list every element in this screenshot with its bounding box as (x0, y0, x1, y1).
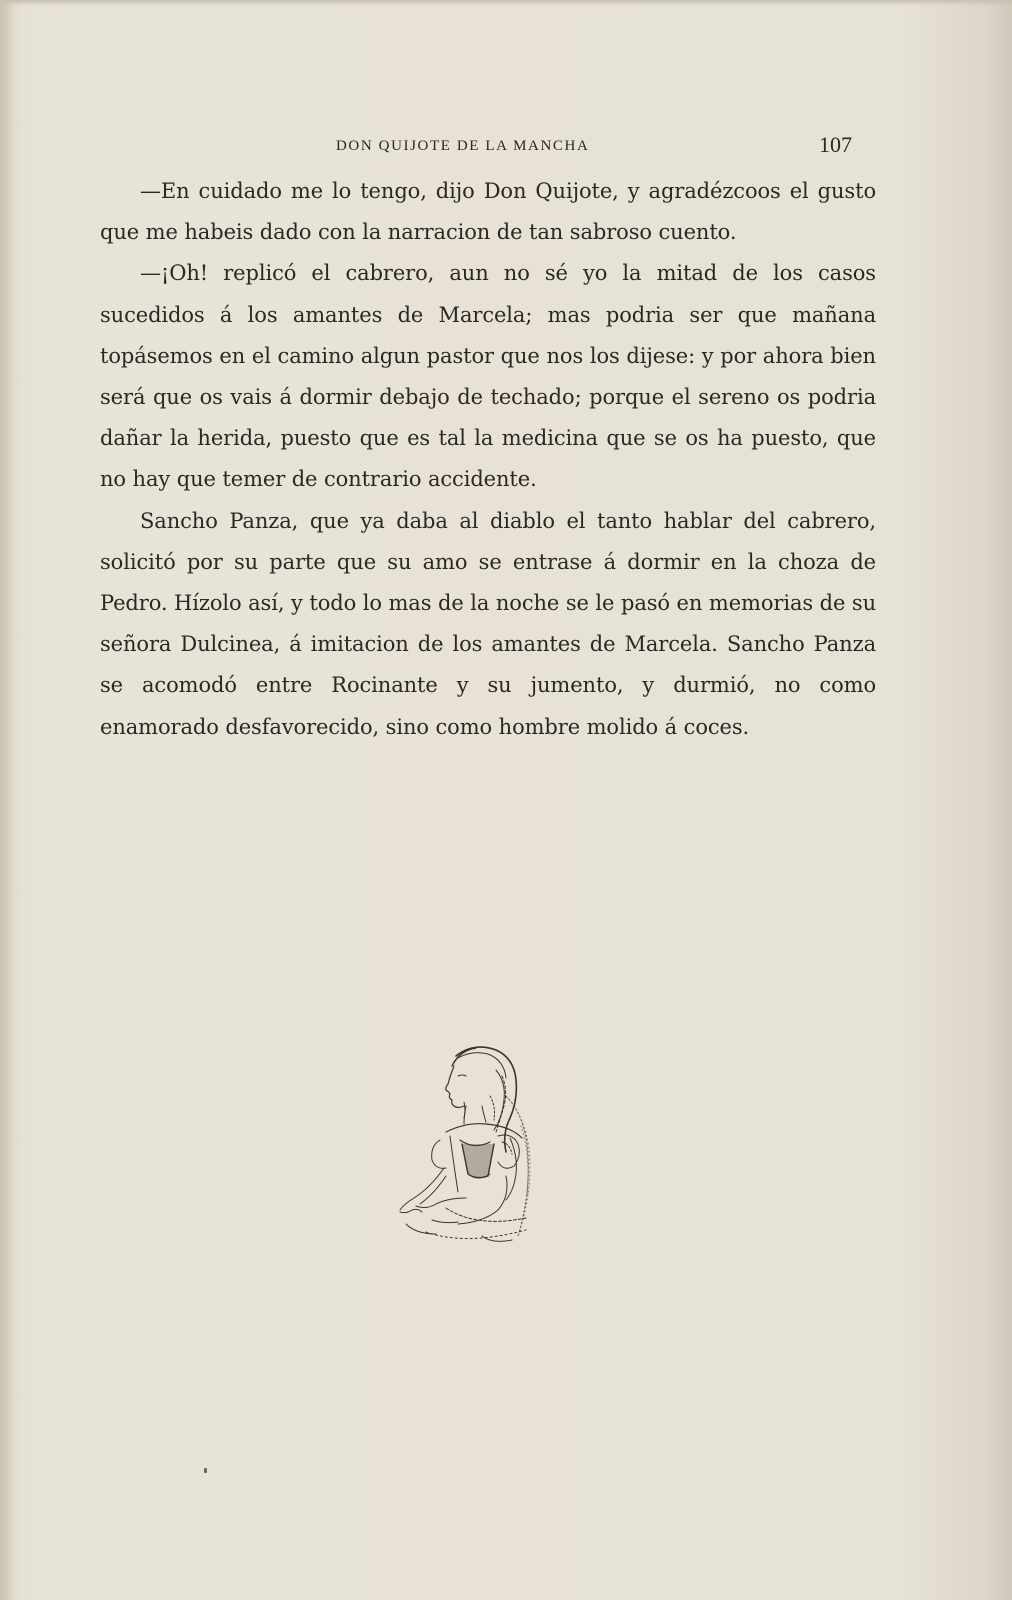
woman-portrait-vignette (386, 1036, 566, 1256)
paragraph: Sancho Panza, que ya daba al diablo el tanto hablar del cabrero, solicitó por su parte que su amo se entrase á dormir en la choza de Pedro. Hízolo así, y todo lo mas de la noche se le pasó en memorias de su señora Dulcinea, á imitacion de los amantes de Marcela. Sancho Panza se acomodó entre Rocinante y su jumento, y durmió, no como enamorado desfavorecido, sino como hombre molido á coces. (100, 508, 876, 739)
paragraph: —En cuidado me lo tengo, dijo Don Quijote, y agradézcoos el gusto que me habeis dado con la narracion de tan sabroso cuento. (100, 179, 876, 245)
page-number: 107 (819, 132, 852, 157)
paragraph: —¡Oh! replicó el cabrero, aun no sé yo la mitad de los casos sucedidos á los amantes de Marcela; mas podria ser que mañana topásemos en el camino algun pastor que nos los dijese: y por ahora bien será que os vais á dormir debajo de techado; porque el sereno os podria dañar la herida, puesto que es tal la medicina que se os ha puesto, que no hay que temer de contrario accidente. (100, 261, 876, 492)
spine-shadow (0, 0, 14, 1600)
body-text (100, 171, 876, 748)
running-title: DON QUIJOTE DE LA MANCHA (336, 138, 590, 154)
page-top-edge (0, 0, 1012, 6)
running-head (100, 134, 860, 164)
ink-speck (204, 1468, 207, 1473)
